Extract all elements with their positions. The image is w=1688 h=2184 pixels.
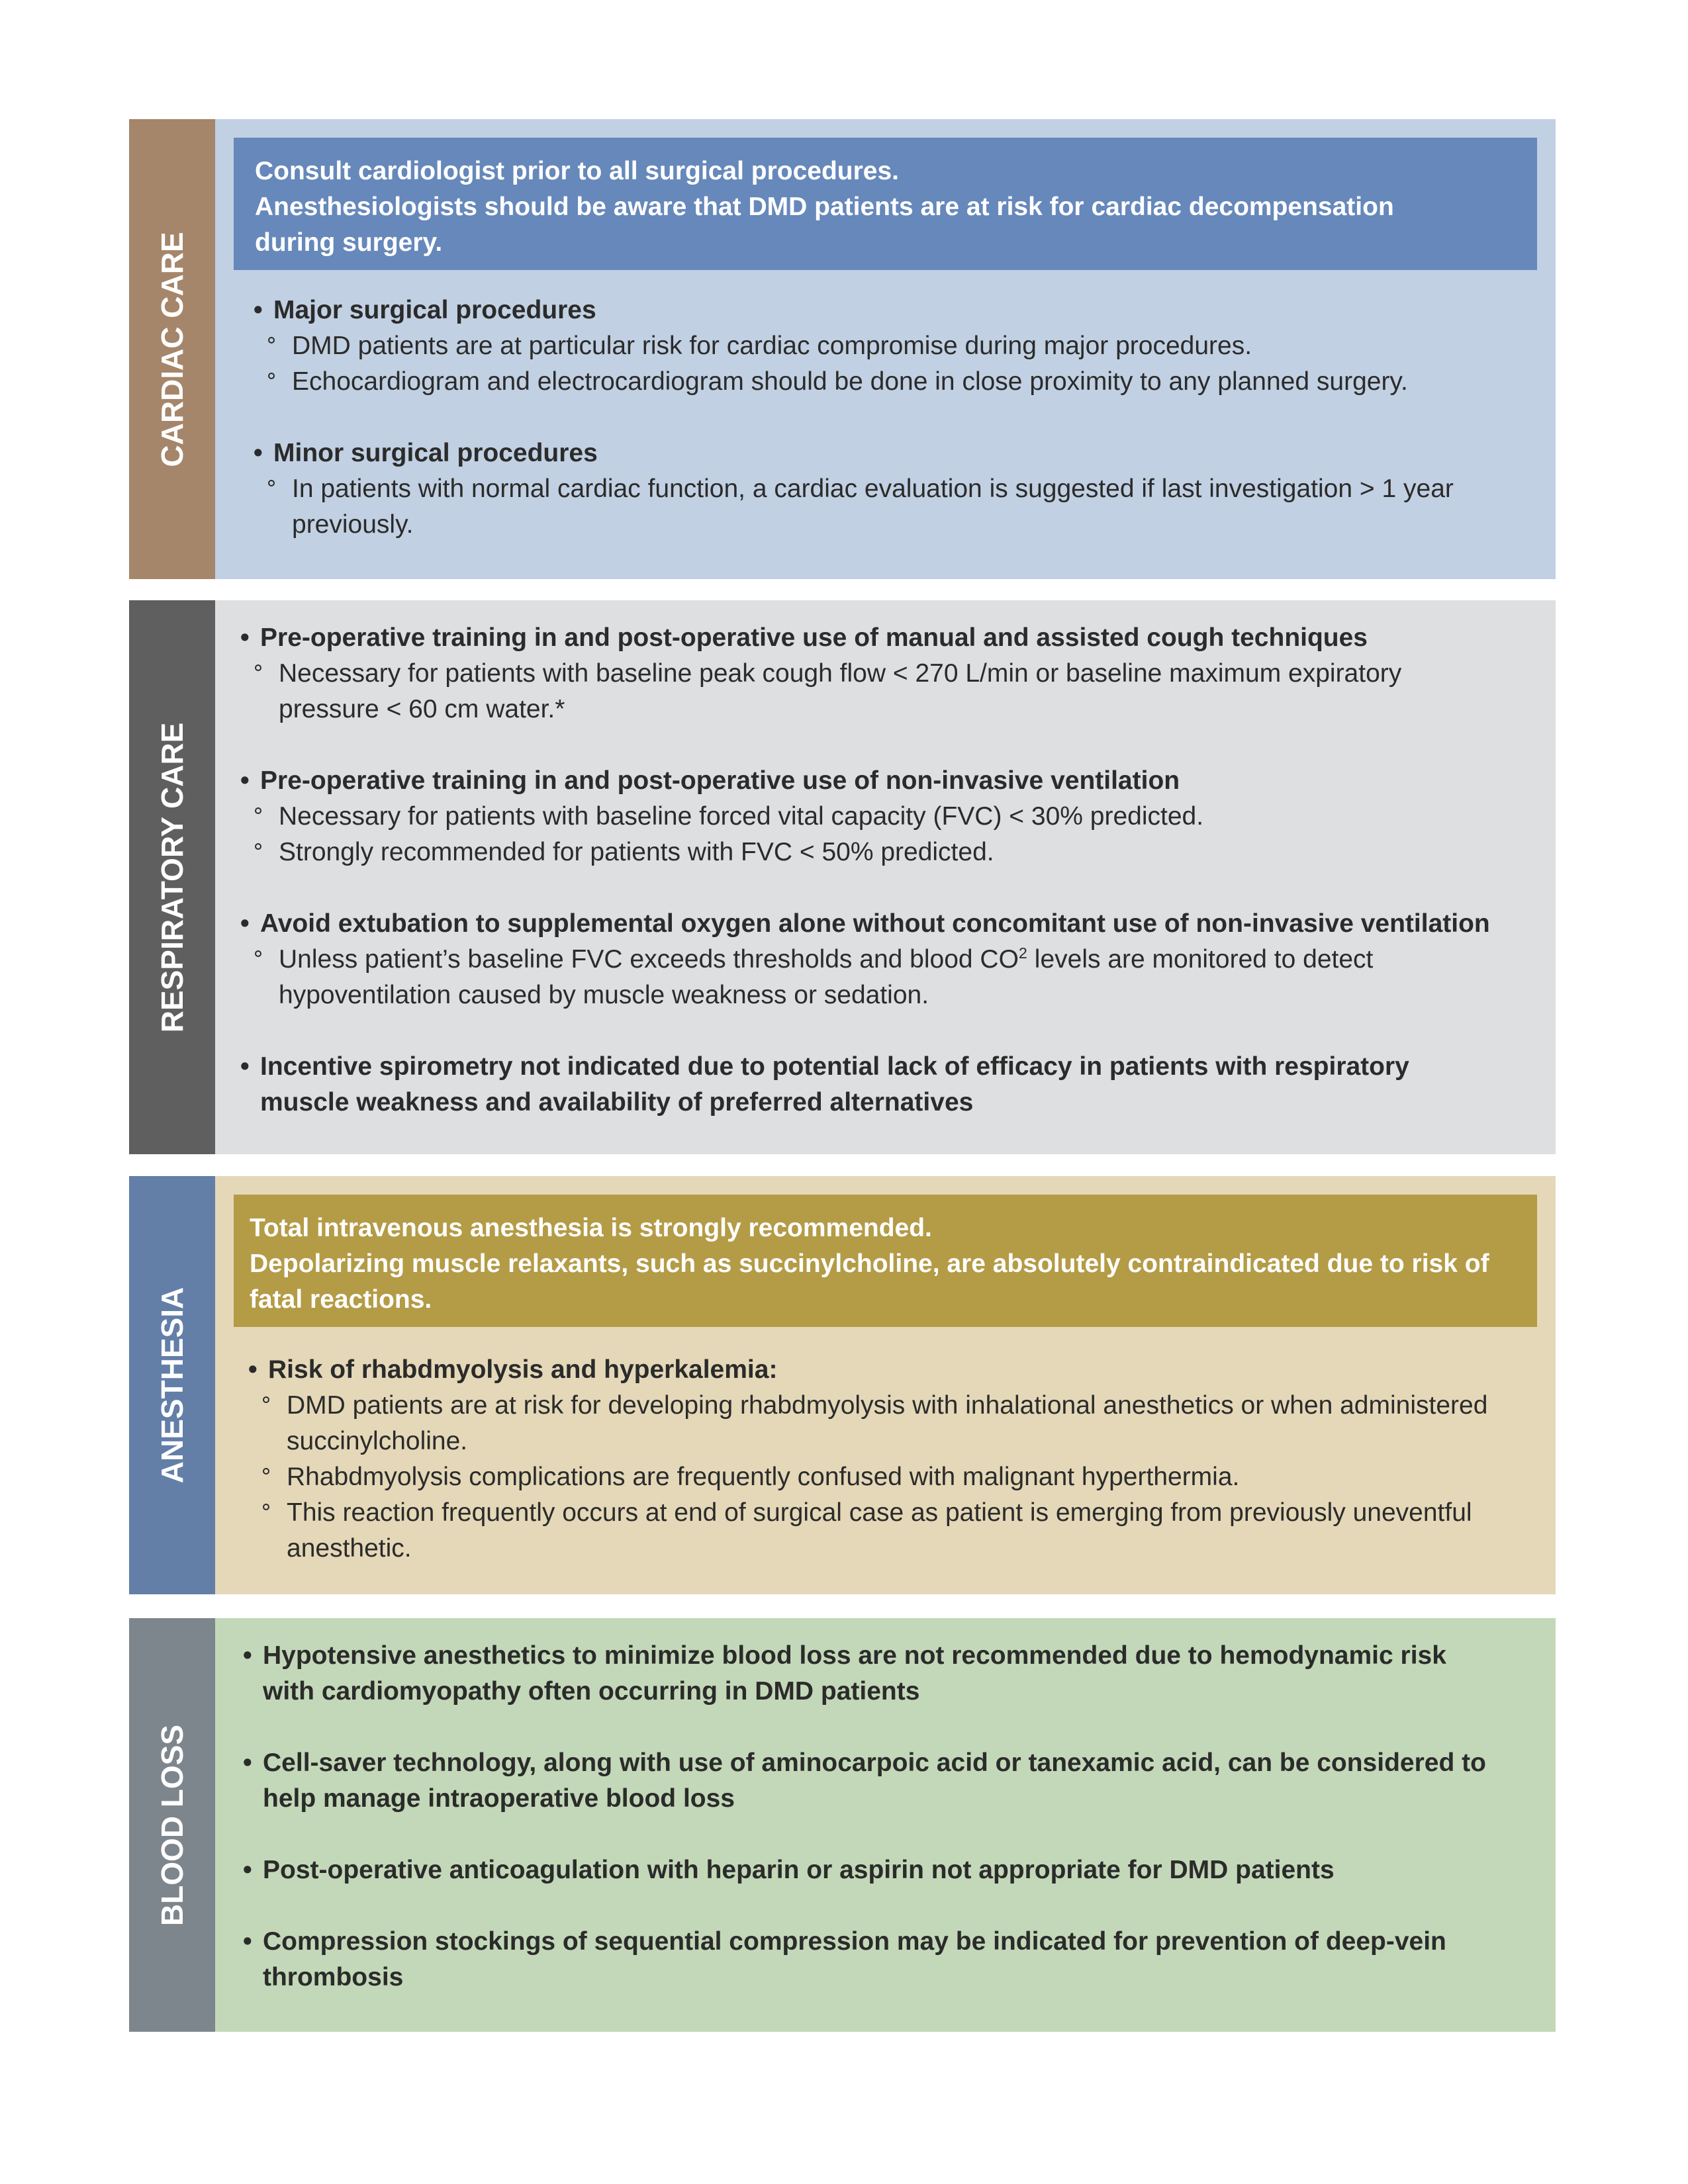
callout-line: Total intravenous anesthesia is strongly recommended. xyxy=(250,1214,932,1242)
sub-bullet: Unless patient’s baseline FVC exceeds thresholds and blood $CO^2$ levels are monitored to detect hypoventilation caused by muscle weakness or sedation. xyxy=(240,942,1470,1013)
bullet-heading: • Avoid extubation to supplemental oxygen alone without concomitant use of non-invasive ventilation xyxy=(240,906,1558,942)
cardiac-bullets xyxy=(254,293,1551,543)
blood-loss-tab xyxy=(129,1618,215,2032)
bullet-heading: • Pre-operative training in and post-operative use of non-invasive ventilation xyxy=(240,763,1558,799)
circle-bullet-icon xyxy=(268,337,275,343)
circle-bullet-icon xyxy=(255,950,261,957)
callout-line: Depolarizing muscle relaxants, such as succinylcholine, are absolutely contraindicated due to risk of fatal reactions. xyxy=(250,1250,1489,1314)
anesthesia-panel xyxy=(215,1176,1556,1594)
respiratory-care-panel xyxy=(215,600,1556,1154)
bullet-heading: • Compression stockings of sequential compression may be indicated for prevention of deep-vein thrombosis xyxy=(243,1924,1501,1995)
respiratory-care-tab-label: RESPIRATORY CARE xyxy=(155,722,189,1032)
circle-bullet-icon xyxy=(255,664,261,671)
callout-line: Consult cardiologist prior to all surgical procedures. xyxy=(255,157,900,185)
blood-loss-bullets xyxy=(243,1638,1501,1995)
sub-bullet: Necessary for patients with baseline peak cough flow < 270 L/min or baseline maximum expiratory pressure < 60 cm water.* xyxy=(240,656,1470,727)
circle-bullet-icon xyxy=(255,807,261,814)
bullet-heading: • Incentive spirometry not indicated due to potential lack of efficacy in patients with respiratory muscle weakness and availability of preferred alternatives xyxy=(240,1049,1452,1120)
bullet-heading: • Post-operative anticoagulation with heparin or aspirin not appropriate for DMD patients xyxy=(243,1852,1501,1888)
bullet-heading: • Hypotensive anesthetics to minimize blood loss are not recommended due to hemodynamic risk with cardiomyopathy often occurring in DMD patients xyxy=(243,1638,1501,1709)
circle-bullet-icon xyxy=(263,1468,269,1475)
sub-bullet: In patients with normal cardiac function, a cardiac evaluation is suggested if last investigation > 1 year previously. xyxy=(254,471,1483,543)
cardiac-care-tab-label: CARDIAC CARE xyxy=(155,231,189,467)
circle-bullet-icon xyxy=(263,1504,269,1510)
anesthesia-tab xyxy=(129,1176,215,1594)
circle-bullet-icon xyxy=(268,373,275,379)
circle-bullet-icon xyxy=(263,1396,269,1403)
blood-loss-tab-label: BLOOD LOSS xyxy=(155,1724,189,1926)
sub-bullet: DMD patients are at risk for developing rhabdmyolysis with inhalational anesthetics or when administered succinylcholine. xyxy=(248,1388,1544,1459)
sub-bullet: Necessary for patients with baseline forced vital capacity (FVC) < 30% predicted. xyxy=(240,799,1558,835)
blood-loss-section xyxy=(129,1618,1556,2032)
sub-bullet: Strongly recommended for patients with FVC < 50% predicted. xyxy=(240,835,1558,870)
sub-bullet: Rhabdmyolysis complications are frequently confused with malignant hyperthermia. xyxy=(248,1459,1566,1495)
sub-bullet: This reaction frequently occurs at end of surgical case as patient is emerging from previously uneventful anesthetic. xyxy=(248,1495,1531,1567)
circle-bullet-icon xyxy=(255,843,261,850)
anesthesia-tab-label: ANESTHESIA xyxy=(155,1287,189,1484)
anesthesia-callout xyxy=(234,1195,1537,1327)
circle-bullet-icon xyxy=(268,480,275,486)
bullet-heading: • Minor surgical procedures xyxy=(254,435,1551,471)
sub-bullet: Echocardiogram and electrocardiogram should be done in close proximity to any planned surgery. xyxy=(254,364,1551,400)
callout-line: Anesthesiologists should be aware that DMD patients are at risk for cardiac decompensation during surgery. xyxy=(255,193,1394,257)
anesthesia-bullets xyxy=(248,1352,1566,1567)
cardiac-callout xyxy=(234,138,1537,270)
cardiac-care-panel xyxy=(215,119,1556,579)
respiratory-care-section xyxy=(129,600,1556,1154)
bullet-heading: • Risk of rhabdmyolysis and hyperkalemia: xyxy=(248,1352,1566,1388)
blood-loss-panel xyxy=(215,1618,1556,2032)
bullet-heading: • Major surgical procedures xyxy=(254,293,1551,328)
bullet-heading: • Pre-operative training in and post-operative use of manual and assisted cough techniques xyxy=(240,620,1558,656)
anesthesia-section xyxy=(129,1176,1556,1594)
cardiac-care-section xyxy=(129,119,1556,579)
bullet-heading: • Cell-saver technology, along with use of aminocarpoic acid or tanexamic acid, can be considered to help manage intraoperative blood loss xyxy=(243,1745,1501,1817)
cardiac-care-tab xyxy=(129,119,215,579)
respiratory-care-tab xyxy=(129,600,215,1154)
sub-bullet: DMD patients are at particular risk for cardiac compromise during major procedures. xyxy=(254,328,1551,364)
respiratory-bullets xyxy=(240,620,1558,1120)
